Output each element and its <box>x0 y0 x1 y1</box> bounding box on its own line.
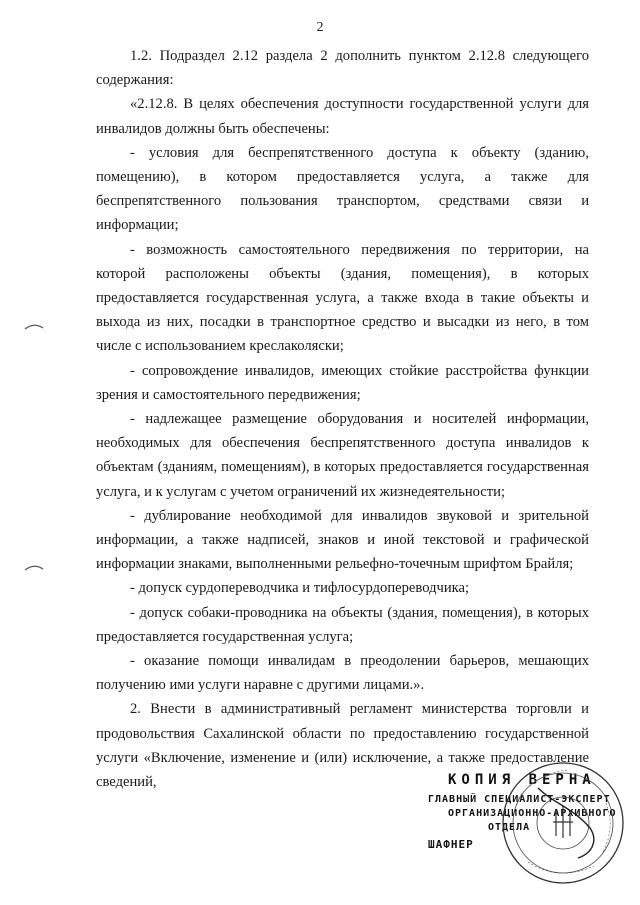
stamp-role: ГЛАВНЫЙ СПЕЦИАЛИСТ-ЭКСПЕРТ <box>428 794 611 805</box>
page-number: 2 <box>316 20 324 35</box>
list-item-sign-interpreter: - допуск сурдопереводчика и тифлосурдопереводчика; <box>130 580 470 597</box>
margin-mark <box>24 563 44 571</box>
list-item-equipment-placement: - надлежащее размещение оборудования и носителей информации, необходимых для обеспечения беспрепятственного доступа инвалидов к объектам (зданиям, помещениям), в которых предоставляется государственная услуга, и к услугам с учетом ограничений их жизнедеятельности; <box>96 411 589 500</box>
list-item-guide-dog: - допуск собаки-проводника на объекты (здания, помещения), в которых предоставляется государственная услуга; <box>96 604 589 645</box>
margin-mark <box>24 322 44 330</box>
paragraph-1-2: 1.2. Подраздел 2.12 раздела 2 дополнить пунктом 2.12.8 следующего содержания: <box>96 48 589 89</box>
stamp-dept: ОТДЕЛА <box>488 822 531 833</box>
stamp-copy-label: КОПИЯ ВЕРНА <box>448 772 596 788</box>
document-body <box>96 44 589 794</box>
paragraph-2: 2. Внести в административный регламент министерства торговли и продовольствия Сахалинской области по предоставлению государственной услуги «Включение, изменение и (или) исключение, а также предоставление сведений, <box>96 701 589 791</box>
official-seal-icon <box>498 758 628 888</box>
stamp-name: ШАФНЕР <box>428 838 474 851</box>
list-item-braille-duplication: - дублирование необходимой для инвалидов звуковой и зрительной информации, а также надписей, знаков и иной текстовой и графической информации знаками, выполненными рельефно-точечным шрифтом Брайля; <box>96 507 589 573</box>
list-item-escort: - сопровождение инвалидов, имеющих стойкие расстройства функции зрения и самостоятельного передвижения; <box>96 362 589 403</box>
list-item-barrier-assistance: - оказание помощи инвалидам в преодолении барьеров, мешающих получению ими услуги наравне с другими лицами.». <box>96 653 589 694</box>
paragraph-2-12-8: «2.12.8. В целях обеспечения доступности государственной услуги для инвалидов должны быть обеспечены: <box>96 96 589 137</box>
stamp-org: ОРГАНИЗАЦИОННО-АРХИВНОГО <box>448 808 617 819</box>
list-item-self-movement: - возможность самостоятельного передвижения по территории, на которой расположены объекты (здания, помещения), в которых предоставляется государственная услуга, а также входа в такие объекты и выхода из них, посадки в транспортное средство и высадки из него, в том числе с использованием креслаколяски; <box>96 241 589 355</box>
list-item-access-conditions: - условия для беспрепятственного доступа к объекту (зданию, помещению), в котором предоставляется услуга, а также для беспрепятственного пользования транспортом, средствами связи и информации; <box>96 144 589 234</box>
